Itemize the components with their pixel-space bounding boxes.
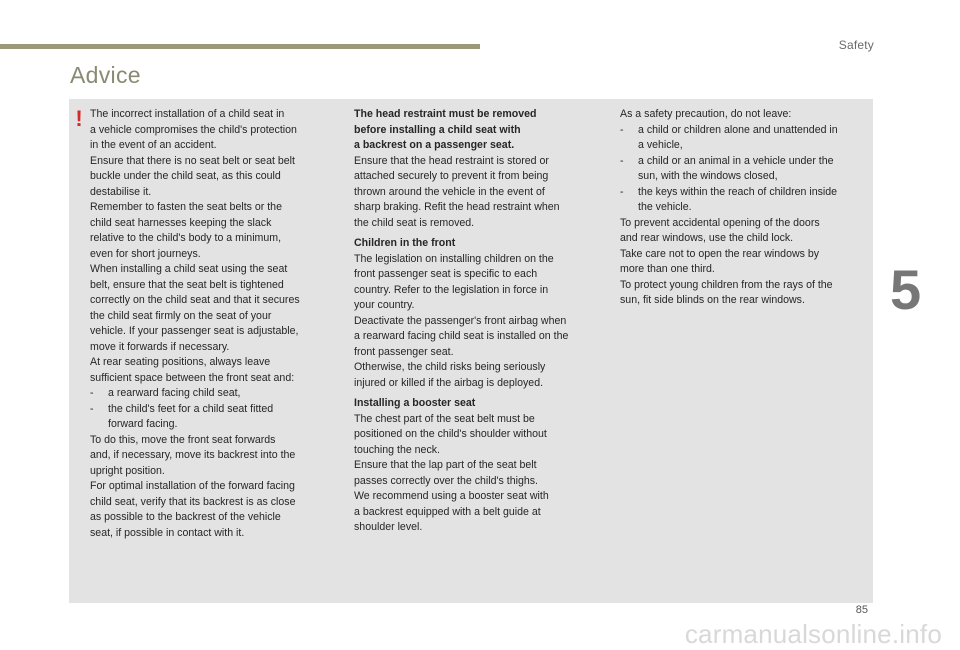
children-front-section (354, 236, 602, 391)
bullet-dash: - (620, 185, 624, 198)
booster-seat-section (354, 396, 602, 536)
text-line: positioned on the child's shoulder without (354, 428, 547, 440)
bullet-dash: - (90, 402, 94, 415)
text-line: The legislation on installing children on the (354, 252, 554, 265)
text-line: child seat harnesses keeping the slack (90, 216, 272, 229)
text-line: When installing a child seat using the seat (90, 263, 288, 275)
section-heading: Installing a booster seat (354, 397, 476, 409)
text-line: Otherwise, the child risks being seriously (354, 361, 546, 373)
text-line: attached securely to prevent it from being (354, 170, 549, 182)
bullet-list (90, 386, 338, 433)
warning-icon: ! (75, 106, 83, 131)
text-line: belt, ensure that the seat belt is tightened (90, 278, 284, 291)
section-heading: before installing a child seat with (354, 123, 521, 136)
column-child-seat-installation (354, 107, 602, 541)
text-line: The incorrect installation of a child seat in (90, 108, 285, 120)
column-general-advice (90, 107, 338, 541)
text-line: and, if necessary, move its backrest into the (90, 449, 296, 461)
text-line: shoulder level. (354, 521, 423, 533)
text-line: a vehicle compromises the child's protection (90, 123, 297, 136)
page-title: Advice (70, 62, 141, 88)
text-line: your country. (354, 299, 415, 311)
text-line: correctly on the child seat and that it secures (90, 294, 300, 306)
text-line: Ensure that the head restraint is stored or (354, 154, 549, 167)
page-number: 85 (855, 604, 868, 616)
text-line: and rear windows, use the child lock. (620, 232, 794, 244)
bullet-item (90, 402, 338, 418)
text-line: The chest part of the seat belt must be (354, 412, 535, 425)
bullet-item (90, 386, 338, 402)
text-line: relative to the child's body to a minimum, (90, 232, 282, 244)
text-line: As a safety precaution, do not leave: (620, 108, 792, 120)
bullet-dash: - (620, 154, 624, 167)
bullet-continuation: forward facing. (108, 418, 178, 430)
bullet-text: the keys within the reach of children inside (638, 185, 838, 198)
bullet-text: a child or children alone and unattended in (638, 123, 838, 136)
text-line: vehicle. If your passenger seat is adjustable, (90, 325, 299, 337)
bullet-dash: - (90, 387, 94, 399)
text-line: buckle under the child seat, as this could (90, 170, 281, 182)
column-safety-precautions (620, 107, 868, 309)
bullet-item (620, 123, 868, 139)
text-line: a rearward facing child seat is installed on the (354, 330, 569, 342)
text-line: child seat, verify that its backrest is as close (90, 495, 296, 508)
text-line: To prevent accidental opening of the doors (620, 216, 820, 229)
head-restraint-section (354, 107, 602, 231)
text-line: We recommend using a booster seat with (354, 490, 549, 502)
text-line: front passenger seat is specific to each (354, 268, 538, 280)
bullet-continuation: the vehicle. (638, 201, 692, 213)
text-line: sharp braking. Refit the head restraint when (354, 201, 560, 213)
bullet-item (620, 185, 868, 201)
text-line: To do this, move the front seat forwards (90, 433, 276, 446)
text-line: injured or killed if the airbag is deployed. (354, 376, 544, 389)
section-heading: a backrest on a passenger seat. (354, 139, 515, 151)
bullet-text: the child's feet for a child seat fitted (108, 402, 274, 415)
text-line: upright position. (90, 464, 165, 477)
text-line: front passenger seat. (354, 345, 454, 358)
section-heading: Children in the front (354, 237, 456, 249)
bullet-dash: - (620, 123, 624, 136)
bullet-list (620, 123, 868, 216)
text-line: Take care not to open the rear windows by (620, 247, 820, 260)
text-line: At rear seating positions, always leave (90, 356, 271, 368)
column1-text-after (90, 433, 338, 542)
text-line: country. Refer to the legislation in force in (354, 283, 549, 296)
text-line: Ensure that the lap part of the seat belt (354, 459, 537, 471)
text-line: as possible to the backrest of the vehicle (90, 511, 281, 523)
watermark: carmanualsonline.info (684, 619, 942, 649)
text-line: the child seat is removed. (354, 216, 475, 229)
text-line: passes correctly over the child's thighs. (354, 474, 538, 487)
text-line: Ensure that there is no seat belt or seat belt (90, 154, 295, 167)
text-line: in the event of an accident. (90, 139, 217, 151)
text-line: a backrest equipped with a belt guide at (354, 505, 541, 518)
text-line: sufficient space between the front seat and: (90, 371, 295, 384)
text-line: For optimal installation of the forward facing (90, 480, 295, 492)
text-line: even for short journeys. (90, 247, 201, 260)
text-line: seat, if possible in contact with it. (90, 526, 245, 539)
chapter-number: 5 (890, 258, 922, 321)
column1-text (90, 107, 338, 386)
text-line: To protect young children from the rays of the (620, 278, 833, 291)
section-label: Safety (838, 38, 874, 52)
text-line: thrown around the vehicle in the event of (354, 185, 545, 198)
text-line: destabilise it. (90, 185, 152, 198)
bullet-continuation: sun, with the windows closed, (638, 170, 778, 182)
text-line: touching the neck. (354, 443, 440, 456)
bullet-item (620, 154, 868, 170)
text-line: sun, fit side blinds on the rear windows. (620, 294, 805, 306)
text-line: more than one third. (620, 263, 715, 275)
text-line: Remember to fasten the seat belts or the (90, 201, 282, 213)
section-heading: The head restraint must be removed (354, 108, 537, 120)
bullet-continuation: a vehicle, (638, 139, 683, 151)
bullet-text: a child or an animal in a vehicle under the (638, 154, 834, 167)
text-line: the child seat firmly on the seat of your (90, 309, 272, 322)
header-accent-bar (0, 44, 480, 49)
bullet-text: a rearward facing child seat, (108, 387, 241, 399)
text-line: Deactivate the passenger's front airbag when (354, 314, 567, 327)
text-line: move it forwards if necessary. (90, 340, 230, 353)
